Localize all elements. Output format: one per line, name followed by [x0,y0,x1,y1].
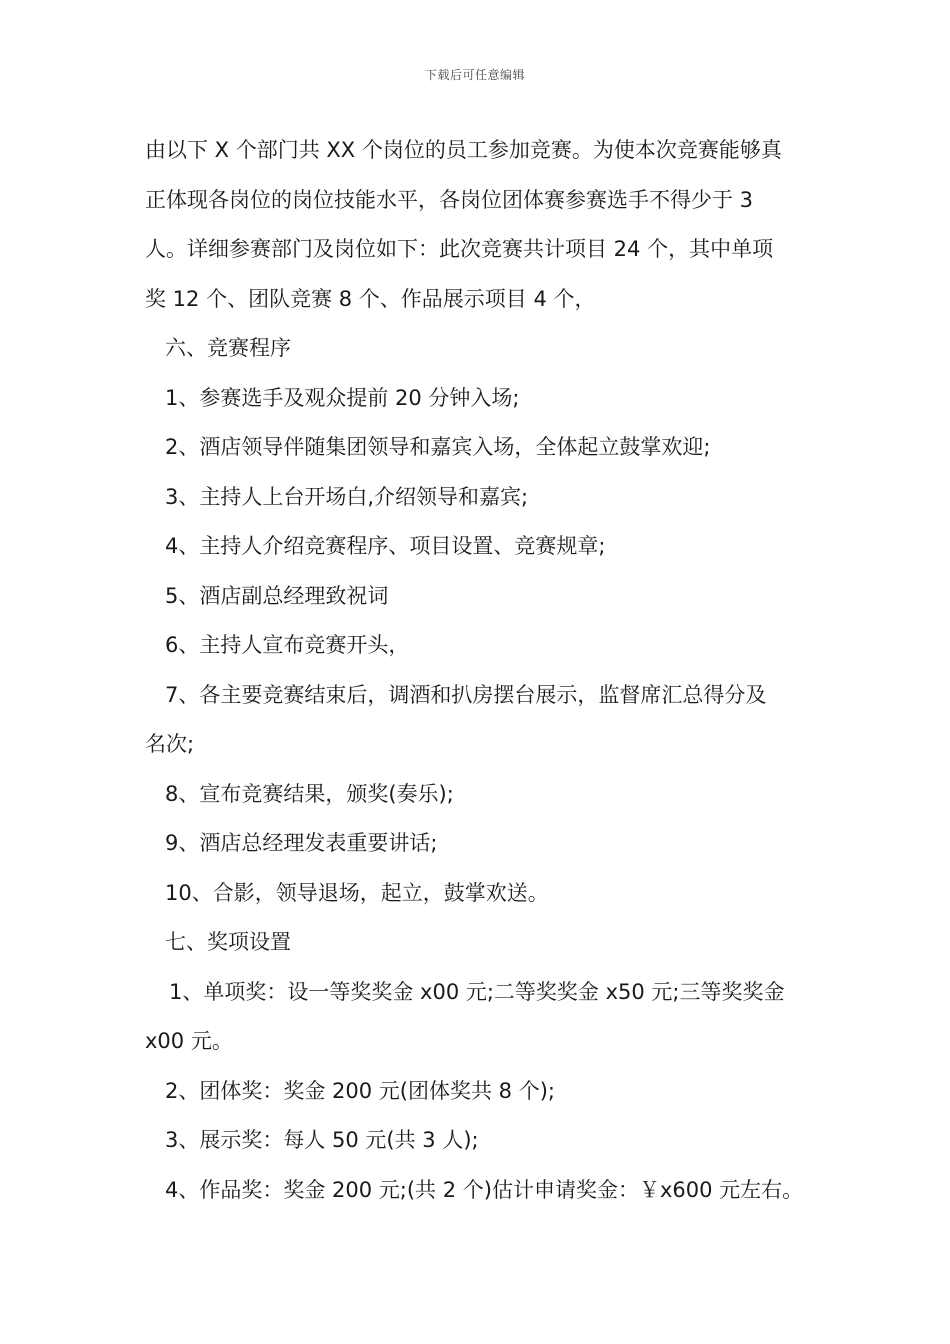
list-item: 4、主持人介绍竞赛程序、项目设置、竞赛规章; [165,534,606,558]
list-item: 2、团体奖：奖金 200 元(团体奖共 8 个); [165,1078,555,1103]
list-item: 4、作品奖：奖金 200 元;(共 2 个)估计申请奖金：￥x600 元左右。 [165,1177,804,1202]
list-item: 3、主持人上台开场白,介绍领导和嘉宾; [165,484,529,509]
list-item-continuation: 名次; [145,732,195,756]
list-item: 8、宣布竞赛结果，颁奖(奏乐); [165,781,454,806]
section-heading-award-settings: 七、奖项设置 [165,930,291,954]
section-heading-competition-procedure: 六、竞赛程序 [165,336,291,360]
body-line: 由以下 X 个部门共 XX 个岗位的员工参加竞赛。为使本次竞赛能够真 [145,138,782,162]
list-item: 5、酒店副总经理致祝词 [165,583,389,608]
list-item: 9、酒店总经理发表重要讲话; [165,831,438,855]
body-line: 正体现各岗位的岗位技能水平，各岗位团体赛参赛选手不得少于 3 [145,187,754,212]
body-line: 人。详细参赛部门及岗位如下：此次竞赛共计项目 24 个，其中单项 [145,237,774,261]
list-item: 10、合影，领导退场，起立，鼓掌欢送。 [165,880,549,905]
list-item: 7、各主要竞赛结束后，调酒和扒房摆台展示，监督席汇总得分及 [165,682,767,707]
list-item-continuation: x00 元。 [145,1029,233,1053]
body-line: 奖 12 个、团队竞赛 8 个、作品展示项目 4 个， [145,286,596,311]
list-item: 3、展示奖：每人 50 元(共 3 人); [165,1128,479,1152]
page-header: 下载后可任意编辑 [424,68,525,82]
list-item: 2、酒店领导伴随集团领导和嘉宾入场，全体起立鼓掌欢迎; [165,435,711,459]
document-body [145,126,813,1215]
list-item: 6、主持人宣布竞赛开头， [165,633,410,657]
list-item: 1、参赛选手及观众提前 20 分钟入场; [165,385,520,410]
list-item: 1、单项奖：设一等奖奖金 x00 元;二等奖奖金 x50 元;三等奖奖金 [169,979,785,1004]
